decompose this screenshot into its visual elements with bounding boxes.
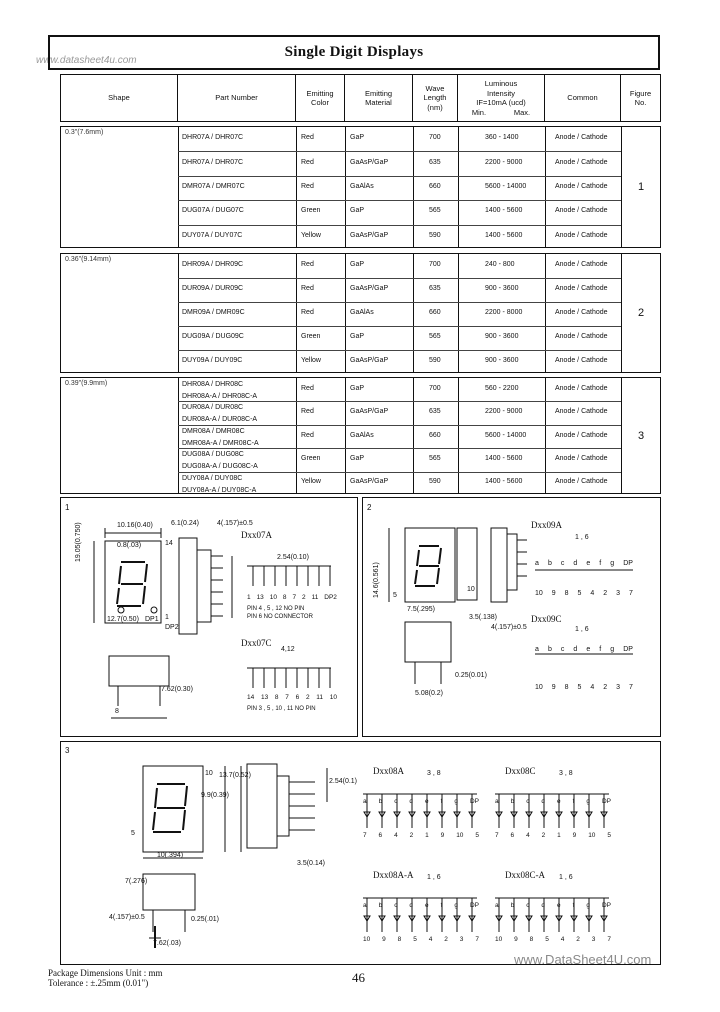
- cell-part: DUR09A / DUR09C: [182, 285, 244, 292]
- pin-14: 14: [165, 540, 173, 547]
- cell-wave: 565: [429, 333, 441, 340]
- segment-label: DP: [601, 902, 611, 909]
- pin-label: 8: [529, 936, 534, 943]
- segment-label: g: [454, 798, 458, 805]
- footer-line-1: Package Dimensions Unit : mm: [48, 968, 163, 978]
- pin-label: 1: [557, 832, 561, 839]
- schematic-a-segments: [535, 560, 633, 567]
- cell-common: Anode / Cathode: [555, 285, 608, 292]
- label-dp2: DP1: [145, 616, 159, 623]
- segment-label: a: [363, 798, 367, 805]
- schematic-common: 3 , 8: [427, 770, 441, 777]
- pin-label: 9: [382, 936, 386, 943]
- segment-label: c: [394, 902, 398, 909]
- pin-label: 10: [456, 832, 464, 839]
- cell-color: Red: [301, 309, 314, 316]
- header-min: Min.: [471, 107, 487, 117]
- segment-label: DP: [601, 798, 611, 805]
- cell-color: Red: [301, 183, 314, 190]
- dim-pin-spacing: 7.62(.03): [153, 940, 182, 947]
- figure-panel-3: [60, 741, 661, 965]
- cell-wave: 590: [429, 357, 441, 364]
- dim-height: 19.05(0.750): [75, 522, 82, 562]
- cell-part: DUG07A / DUG07C: [182, 207, 244, 215]
- pin-label: 9: [514, 936, 518, 943]
- pin-label: 5: [607, 832, 611, 839]
- segment-label: a: [495, 798, 499, 805]
- cell-material: GaP: [350, 384, 365, 392]
- segment-label: g: [586, 798, 590, 805]
- segment-label: g: [610, 646, 615, 653]
- pin-label: 3: [616, 684, 621, 691]
- pin-label: 2: [409, 832, 414, 839]
- pin-label: 4: [590, 684, 595, 691]
- cell-common: Anode / Cathode: [555, 261, 608, 268]
- cell-lum: 2200 - 8000: [485, 309, 523, 316]
- schematic-segments: [363, 902, 479, 909]
- cell-part: DHR07A / DHR07C: [182, 134, 244, 142]
- watermark-top: www.datasheet4u.com: [36, 55, 137, 66]
- panel-label: 2: [367, 503, 372, 512]
- pin-label: 9: [572, 832, 577, 839]
- pin-label: 8: [564, 684, 569, 691]
- cell-lum: 900 - 3600: [485, 285, 519, 292]
- segment-label: f: [572, 902, 575, 909]
- pin-label: 6: [378, 832, 383, 839]
- pin-label: 4: [394, 832, 398, 839]
- cell-lum: 360 - 1400: [485, 134, 519, 142]
- pin-label: 1: [425, 832, 429, 839]
- cell-lum: 560 - 2200: [485, 384, 519, 392]
- cell-common: Anode / Cathode: [555, 384, 608, 392]
- figure-number: 3: [638, 429, 645, 442]
- dim-side: 3.5(.138): [469, 614, 498, 621]
- schematic-a-note2: PIN 6 NO CONNECTOR: [247, 614, 313, 620]
- segment-label: b: [510, 902, 515, 909]
- schematic-c-title: Dxx07C: [241, 638, 272, 648]
- pin-label: 2: [576, 936, 580, 943]
- dim-height: 13.7(0.52): [219, 772, 251, 779]
- dim-depth: 7.5(.295): [407, 606, 436, 613]
- pin-label: 2: [603, 590, 608, 597]
- schematic-a-title: Dxx09A: [531, 520, 562, 530]
- segment-label: c: [526, 798, 530, 805]
- cell-color: Red: [301, 134, 314, 142]
- cell-part: DUG08A / DUG08C DUG08A-A / DUG08C-A: [182, 451, 258, 471]
- cell-lum: 5600 - 14000: [485, 431, 527, 439]
- segment-label: d: [573, 560, 578, 567]
- pin-label: 4: [590, 590, 595, 597]
- dim-pin-length: 4(.157)±0.5: [491, 624, 527, 631]
- segment-label: f: [599, 560, 602, 567]
- header-emitting-material: Emitting Material: [345, 75, 413, 121]
- segment-label: f: [440, 902, 443, 909]
- pin-label: 7: [363, 832, 367, 839]
- schematic-c-title: Dxx09C: [531, 614, 562, 624]
- cell-lum: 1400 - 5600: [485, 207, 523, 215]
- segment-label: b: [378, 798, 383, 805]
- cell-material: GaP: [350, 333, 365, 340]
- dim-pin-pitch: 8: [115, 708, 119, 715]
- schematic-common: 1 , 6: [427, 874, 441, 881]
- shape-cell: 0.39"(9.9mm): [65, 380, 108, 387]
- dim-pin-dia: 0.25(0.01): [455, 672, 487, 679]
- pin-label: 7: [475, 936, 479, 943]
- pin-label: 7: [629, 684, 633, 691]
- cell-wave: 660: [429, 309, 441, 316]
- table-section: [60, 253, 661, 373]
- cell-wave: 565: [429, 454, 441, 462]
- dim-width: 10(.394): [157, 852, 184, 859]
- panel-label: 1: [65, 503, 70, 512]
- cell-part: DUY09A / DUY09C: [182, 357, 243, 364]
- cell-wave: 660: [429, 183, 441, 190]
- dim-depth: 6.1(0.24): [171, 520, 200, 527]
- dim-width: 10.16(0.40): [117, 522, 153, 529]
- dim-pin-dia: 7.62(0.30): [161, 686, 193, 693]
- cell-wave: 700: [429, 261, 441, 268]
- schematic-block: [359, 870, 479, 960]
- footer-notes: [48, 968, 163, 988]
- segment-label: DP: [469, 902, 479, 909]
- cell-part: DHR07A / DHR07C: [182, 158, 244, 166]
- dim-segment: 0.8(.03): [117, 542, 142, 549]
- schematic-pins: [495, 832, 611, 839]
- cell-material: GaAsP/GaP: [350, 357, 389, 364]
- cell-wave: 700: [429, 384, 441, 392]
- schematic-lines: [491, 870, 611, 960]
- cell-material: GaAlAs: [350, 431, 374, 439]
- pin-label: 4: [526, 832, 530, 839]
- segment-label: e: [586, 560, 591, 567]
- pin-label: 10: [588, 832, 596, 839]
- cell-material: GaP: [350, 261, 365, 268]
- figure-number: 1: [638, 181, 645, 193]
- cell-wave: 700: [429, 134, 441, 142]
- figure-panel-2: [362, 497, 661, 737]
- schematic-title: Dxx08A-A: [373, 870, 414, 880]
- dim-pin-length: 4(.157)±0.5: [109, 914, 145, 921]
- schematic-lines: [359, 766, 479, 856]
- segment-label: d: [573, 646, 578, 653]
- cell-color: Yellow: [301, 478, 321, 486]
- schematic-pins: [363, 832, 479, 839]
- schematic-c-pins: 14 13 8 7 6 2 11 10: [247, 694, 337, 701]
- segment-label: DP: [623, 646, 633, 653]
- cell-common: Anode / Cathode: [555, 309, 608, 316]
- cell-part: DMR09A / DMR09C: [182, 309, 245, 316]
- pin-label: 10: [535, 684, 543, 691]
- segment-label: g: [454, 902, 458, 909]
- cell-color: Red: [301, 158, 314, 166]
- cell-part: DHR09A / DHR09C: [182, 261, 244, 268]
- header-luminous-intensity: Luminous Intensity IF=10mA (ucd) Min. Max.: [458, 75, 545, 121]
- cell-common: Anode / Cathode: [555, 408, 608, 416]
- page-number: 46: [352, 970, 365, 985]
- cell-color: Red: [301, 261, 314, 268]
- cell-common: Anode / Cathode: [555, 357, 608, 364]
- cell-material: GaP: [350, 134, 365, 142]
- label-dp1: 12.7(0.50): [107, 616, 139, 623]
- pin-label: 3: [616, 590, 621, 597]
- cell-common: Anode / Cathode: [555, 478, 608, 486]
- schematic-title: Dxx08A: [373, 766, 404, 776]
- schematic-block: [491, 870, 611, 960]
- table-header: [60, 74, 661, 122]
- cell-part: DMR07A / DMR07C: [182, 183, 245, 190]
- schematic-a-pins: [535, 590, 633, 597]
- shape-cell: 0.36"(9.14mm): [65, 256, 112, 263]
- segment-label: f: [599, 646, 602, 653]
- cell-part: DUG09A / DUG09C: [182, 333, 244, 340]
- cell-part: DUR08A / DUR08C DUR08A-A / DUR08C-A: [182, 404, 258, 424]
- segment-label: f: [572, 798, 575, 805]
- pin-label: 3: [591, 936, 596, 943]
- cell-lum: 900 - 3600: [485, 357, 519, 364]
- pin-label: 6: [510, 832, 515, 839]
- pin-1: 1: [165, 614, 169, 621]
- cell-wave: 635: [429, 408, 441, 416]
- segment-label: b: [547, 560, 552, 567]
- cell-wave: 590: [429, 478, 441, 486]
- segment-label: a: [535, 560, 539, 567]
- pin-label: 2: [541, 832, 546, 839]
- pin-label: 9: [440, 832, 445, 839]
- cell-lum: 1400 - 5600: [485, 478, 523, 486]
- schematic-segments: [495, 798, 611, 805]
- segment-label: c: [560, 646, 565, 653]
- cell-material: GaP: [350, 207, 365, 215]
- pin-label: 9: [551, 684, 556, 691]
- segment-label: c: [526, 902, 530, 909]
- cell-part: DUY07A / DUY07C: [182, 231, 243, 239]
- cell-color: Red: [301, 285, 314, 292]
- header-emitting-color: Emitting Color: [296, 75, 345, 121]
- dim-pin-pitch: 5.08(0.2): [415, 690, 444, 697]
- table-section: [60, 377, 661, 494]
- pin-8: DP2: [165, 624, 179, 631]
- cell-color: Green: [301, 333, 321, 340]
- dim-depth: 3.5(0.14): [297, 860, 326, 867]
- cell-common: Anode / Cathode: [555, 431, 608, 439]
- pin-10: 10: [205, 770, 213, 777]
- header-common: Common: [545, 75, 621, 121]
- pin-label: 10: [535, 590, 543, 597]
- header-max: Max.: [513, 107, 531, 117]
- segment-label: DP: [623, 560, 633, 567]
- pin-label: 5: [413, 936, 417, 943]
- pin-label: 10: [363, 936, 371, 943]
- schematic-c-common: 1 , 6: [575, 626, 589, 633]
- footer-line-2: Tolerance : ±.25mm (0.01"): [48, 978, 149, 988]
- cell-part: DUY08A / DUY08C DUY08A-A / DUY08C-A: [182, 474, 257, 494]
- cell-color: Yellow: [301, 231, 321, 239]
- cell-material: GaAsP/GaP: [350, 285, 389, 292]
- pin-label: 5: [577, 590, 582, 597]
- cell-material: GaAsP/GaP: [350, 231, 389, 239]
- schematic-block: [359, 766, 479, 856]
- pin-label: 2: [603, 684, 608, 691]
- segment-label: c: [560, 560, 565, 567]
- cell-lum: 5600 - 14000: [485, 183, 527, 190]
- segment-label: d: [409, 798, 414, 805]
- dim-side: 7(.276): [125, 878, 148, 885]
- pin-label: 7: [629, 590, 633, 597]
- pin-label: 7: [607, 936, 611, 943]
- segment-label: b: [547, 646, 552, 653]
- segment-label: d: [541, 798, 546, 805]
- dim-height: 14.6(0.561): [373, 562, 380, 598]
- cell-wave: 660: [429, 431, 441, 439]
- page-title: Single Digit Displays: [48, 35, 660, 70]
- header-part-number: Part Number: [178, 75, 296, 121]
- pin-label: 8: [564, 590, 569, 597]
- header-figure-no: Figure No.: [629, 88, 652, 107]
- cell-lum: 1400 - 5600: [485, 454, 523, 462]
- cell-common: Anode / Cathode: [555, 333, 608, 340]
- pin-5: 5: [131, 830, 135, 837]
- schematic-a-common: 2.54(0.10): [277, 554, 309, 561]
- pin-label: 10: [495, 936, 503, 943]
- schematic-pins: [495, 936, 611, 943]
- cell-material: GaAlAs: [350, 309, 374, 316]
- cell-common: Anode / Cathode: [555, 158, 608, 166]
- cell-color: Red: [301, 408, 314, 416]
- cell-part: DHR08A / DHR08C DHR08A-A / DHR08C-A: [182, 381, 258, 400]
- cell-wave: 635: [429, 158, 441, 166]
- schematic-common: 1 , 6: [559, 874, 573, 881]
- pin-label: 2: [444, 936, 448, 943]
- schematic-lines: [359, 870, 479, 960]
- cell-material: GaAsP/GaP: [350, 478, 389, 486]
- cell-common: Anode / Cathode: [555, 207, 608, 215]
- schematic-c-segments: [535, 646, 633, 653]
- schematic-c-note: PIN 3 , 5 , 10 , 11 NO PIN: [247, 706, 316, 712]
- schematic-c-pins: [535, 684, 633, 691]
- pin-label: 9: [551, 590, 556, 597]
- cell-lum: 2200 - 9000: [485, 408, 523, 416]
- dim-pin-pitch: 2.54(0.1): [329, 778, 358, 785]
- dim-pin-count: 10: [467, 586, 475, 593]
- dim-pin-length: 4(.157)±0.5: [217, 520, 253, 527]
- schematic-segments: [363, 798, 479, 805]
- cell-lum: 240 - 800: [485, 261, 515, 268]
- figure-number: 2: [638, 307, 645, 319]
- package-drawing-2: [363, 498, 660, 736]
- cell-part: DMR08A / DMR08C DMR08A-A / DMR08C-A: [182, 427, 259, 447]
- segment-label: d: [409, 902, 414, 909]
- schematic-block: [491, 766, 611, 856]
- cell-common: Anode / Cathode: [555, 454, 608, 462]
- segment-label: g: [586, 902, 590, 909]
- segment-label: g: [610, 560, 615, 567]
- table-section: [60, 126, 661, 248]
- pin-label: 5: [577, 684, 582, 691]
- segment-label: e: [425, 798, 429, 805]
- segment-label: e: [586, 646, 591, 653]
- shape-cell: 0.3"(7.6mm): [65, 129, 104, 136]
- schematic-title: Dxx08C: [505, 766, 536, 776]
- pin-label: 7: [495, 832, 499, 839]
- schematic-a-pins: 1 13 10 8 7 2 11 DP2: [247, 594, 337, 601]
- pin-label: 4: [560, 936, 565, 943]
- panel-label: 3: [65, 746, 70, 755]
- cell-color: Green: [301, 454, 321, 462]
- cell-color: Red: [301, 431, 314, 439]
- pin-label: 4: [428, 936, 433, 943]
- segment-label: DP: [469, 798, 479, 805]
- segment-label: e: [425, 902, 429, 909]
- header-wave-length: Wave Length (nm): [413, 75, 458, 121]
- cell-common: Anode / Cathode: [555, 183, 608, 190]
- cell-material: GaAlAs: [350, 183, 374, 190]
- schematic-a-common: 1 , 6: [575, 534, 589, 541]
- pin-5: 5: [393, 592, 397, 599]
- cell-material: GaAsP/GaP: [350, 158, 389, 166]
- dim-pin-dia: 0.25(.01): [191, 916, 220, 923]
- pin-label: 5: [545, 936, 549, 943]
- schematic-common: 3 , 8: [559, 770, 573, 777]
- cell-common: Anode / Cathode: [555, 231, 608, 239]
- dim-digit-height: 9.9(0.39): [201, 792, 230, 799]
- cell-wave: 635: [429, 285, 441, 292]
- watermark-bottom: www.DataSheet4U.com: [514, 952, 652, 967]
- segment-label: f: [440, 798, 443, 805]
- cell-material: GaAsP/GaP: [350, 408, 389, 416]
- cell-color: Red: [301, 384, 314, 392]
- segment-label: a: [495, 902, 499, 909]
- schematic-a-note1: PIN 4 , 5 , 12 NO PIN: [247, 606, 305, 612]
- segment-label: e: [557, 902, 561, 909]
- segment-label: a: [363, 902, 367, 909]
- cell-color: Green: [301, 207, 321, 215]
- segment-label: b: [378, 902, 383, 909]
- cell-common: Anode / Cathode: [555, 134, 608, 142]
- segment-label: c: [394, 798, 398, 805]
- cell-lum: 2200 - 9000: [485, 158, 523, 166]
- schematic-title: Dxx08C-A: [505, 870, 545, 880]
- schematic-pins: [363, 936, 479, 943]
- schematic-segments: [495, 902, 611, 909]
- segment-label: e: [557, 798, 561, 805]
- cell-material: GaP: [350, 454, 365, 462]
- segment-label: b: [510, 798, 515, 805]
- schematic-lines: [491, 766, 611, 856]
- pin-label: 5: [475, 832, 479, 839]
- header-shape: Shape: [61, 75, 178, 121]
- figure-panel-1: [60, 497, 358, 737]
- schematic-c-common: 4,12: [281, 646, 295, 653]
- cell-color: Yellow: [301, 357, 321, 364]
- segment-label: a: [535, 646, 539, 653]
- segment-label: d: [541, 902, 546, 909]
- cell-lum: 900 - 3600: [485, 333, 519, 340]
- schematic-a-title: Dxx07A: [241, 530, 272, 540]
- cell-wave: 590: [429, 231, 441, 239]
- cell-lum: 1400 - 5600: [485, 231, 523, 239]
- pin-label: 8: [397, 936, 402, 943]
- cell-wave: 565: [429, 207, 441, 215]
- pin-label: 3: [459, 936, 464, 943]
